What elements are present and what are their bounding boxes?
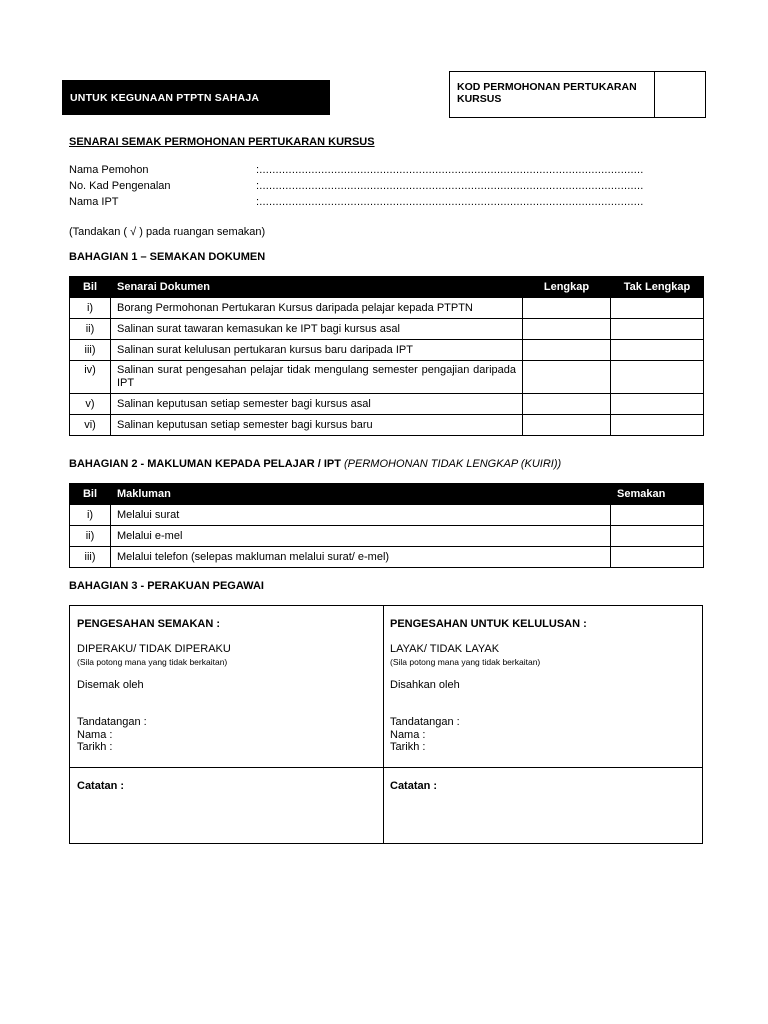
tick-instruction: (Tandakan ( √ ) pada ruangan semakan) — [69, 226, 266, 238]
approval-note: (Sila potong mana yang tidak berkaitan) — [390, 657, 541, 667]
application-code-label — [450, 72, 655, 117]
incomplete-checkbox-cell[interactable] — [611, 415, 704, 436]
verification-title: PENGESAHAN SEMAKAN : — [77, 618, 221, 630]
table-row — [70, 505, 704, 526]
row-number: i) — [70, 505, 111, 526]
row-number: vi) — [70, 415, 111, 436]
incomplete-checkbox-cell[interactable] — [611, 319, 704, 340]
field-applicant-name — [69, 164, 649, 176]
complete-checkbox-cell[interactable] — [523, 394, 611, 415]
document-checklist-table — [69, 276, 704, 436]
table-row — [70, 298, 704, 319]
name-field[interactable]: Nama : — [77, 729, 113, 741]
document-item: Salinan surat pengesahan pelajar tidak mengulang semester pengajian daripada IPT — [111, 361, 523, 394]
field-ipt-name — [69, 196, 649, 208]
field-label: Nama Pemohon — [69, 164, 149, 176]
row-number: iii) — [70, 547, 111, 568]
row-number: iii) — [70, 340, 111, 361]
notification-item: Melalui telefon (selepas makluman melalui surat/ e-mel) — [111, 547, 611, 568]
table-row — [70, 361, 704, 394]
row-number: iv) — [70, 361, 111, 394]
column-header: Lengkap — [523, 277, 611, 298]
code-label-line2: KURSUS — [457, 93, 502, 105]
approval-status[interactable]: LAYAK/ TIDAK LAYAK — [390, 643, 500, 655]
ic-number-input[interactable]: :...................................................................................................................... — [256, 180, 644, 192]
column-header: Makluman — [111, 484, 611, 505]
signature-field[interactable]: Tandatangan : — [390, 716, 460, 728]
remarks-field[interactable]: Catatan : — [77, 780, 125, 792]
table-header-row — [70, 277, 704, 298]
column-header: Semakan — [611, 484, 704, 505]
field-label: Nama IPT — [69, 196, 119, 208]
document-item: Salinan surat kelulusan pertukaran kursus baru daripada IPT — [111, 340, 523, 361]
check-cell[interactable] — [611, 505, 704, 526]
approved-by-label: Disahkan oleh — [390, 679, 460, 691]
document-item: Borang Permohonan Pertukaran Kursus daripada pelajar kepada PTPTN — [111, 298, 523, 319]
code-label-line1: KOD PERMOHONAN PERTUKARAN — [457, 81, 637, 93]
row-number: v) — [70, 394, 111, 415]
row-number: i) — [70, 298, 111, 319]
table-row — [70, 415, 704, 436]
date-field[interactable]: Tarikh : — [77, 741, 113, 753]
column-header: Bil — [70, 277, 111, 298]
incomplete-checkbox-cell[interactable] — [611, 394, 704, 415]
section1-heading: BAHAGIAN 1 – SEMAKAN DOKUMEN — [69, 251, 266, 263]
complete-checkbox-cell[interactable] — [523, 340, 611, 361]
verification-column-left — [70, 606, 384, 843]
checklist-title: SENARAI SEMAK PERMOHONAN PERTUKARAN KURSUS — [69, 136, 375, 148]
field-ic-number — [69, 180, 649, 192]
date-field[interactable]: Tarikh : — [390, 741, 426, 753]
table-row — [70, 340, 704, 361]
section-divider — [70, 767, 702, 768]
complete-checkbox-cell[interactable] — [523, 415, 611, 436]
notification-item: Melalui surat — [111, 505, 611, 526]
verification-column-right — [383, 606, 702, 843]
section3-heading: BAHAGIAN 3 - PERAKUAN PEGAWAI — [69, 580, 264, 592]
complete-checkbox-cell[interactable] — [523, 361, 611, 394]
check-cell[interactable] — [611, 547, 704, 568]
column-header: Tak Lengkap — [611, 277, 704, 298]
ipt-name-input[interactable]: :...................................................................................................................... — [256, 196, 644, 208]
remarks-field[interactable]: Catatan : — [390, 780, 438, 792]
table-row — [70, 547, 704, 568]
check-cell[interactable] — [611, 526, 704, 547]
complete-checkbox-cell[interactable] — [523, 298, 611, 319]
verification-note: (Sila potong mana yang tidak berkaitan) — [77, 657, 228, 667]
table-row — [70, 526, 704, 547]
notification-table — [69, 483, 704, 568]
incomplete-checkbox-cell[interactable] — [611, 361, 704, 394]
application-code-field[interactable] — [655, 72, 705, 117]
incomplete-checkbox-cell[interactable] — [611, 298, 704, 319]
incomplete-checkbox-cell[interactable] — [611, 340, 704, 361]
section2-heading-text: BAHAGIAN 2 - MAKLUMAN KEPADA PELAJAR / IPT — [69, 458, 341, 470]
application-code-box — [449, 71, 706, 118]
section2-heading-note: (PERMOHONAN TIDAK LENGKAP (KUIRI)) — [344, 458, 562, 470]
notification-item: Melalui e-mel — [111, 526, 611, 547]
approval-title: PENGESAHAN UNTUK KELULUSAN : — [390, 618, 587, 630]
checked-by-label: Disemak oleh — [77, 679, 144, 691]
office-use-label: UNTUK KEGUNAAN PTPTN SAHAJA — [62, 80, 330, 115]
table-row — [70, 394, 704, 415]
document-item: Salinan surat tawaran kemasukan ke IPT bagi kursus asal — [111, 319, 523, 340]
section2-heading — [69, 458, 561, 470]
officer-verification-box — [69, 605, 703, 844]
document-item: Salinan keputusan setiap semester bagi kursus asal — [111, 394, 523, 415]
row-number: ii) — [70, 319, 111, 340]
document-item: Salinan keputusan setiap semester bagi kursus baru — [111, 415, 523, 436]
column-header: Bil — [70, 484, 111, 505]
table-header-row — [70, 484, 704, 505]
applicant-name-input[interactable]: :...................................................................................................................... — [256, 164, 644, 176]
verification-status[interactable]: DIPERAKU/ TIDAK DIPERAKU — [77, 643, 231, 655]
complete-checkbox-cell[interactable] — [523, 319, 611, 340]
row-number: ii) — [70, 526, 111, 547]
signature-field[interactable]: Tandatangan : — [77, 716, 147, 728]
name-field[interactable]: Nama : — [390, 729, 426, 741]
field-label: No. Kad Pengenalan — [69, 180, 171, 192]
table-row — [70, 319, 704, 340]
column-header: Senarai Dokumen — [111, 277, 523, 298]
